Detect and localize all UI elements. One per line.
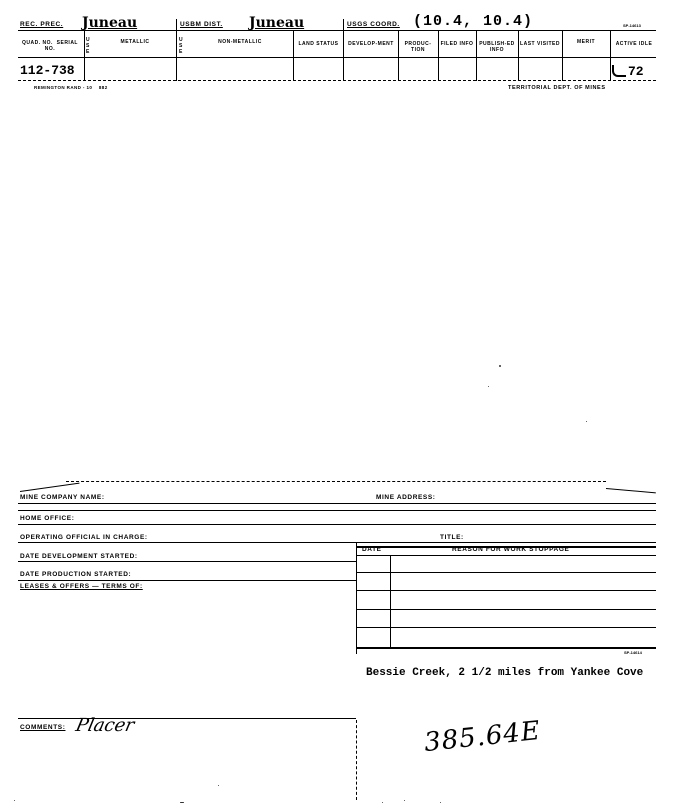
col-divider — [562, 30, 563, 81]
leases-label: LEASES & OFFERS — TERMS OF: — [20, 583, 143, 590]
card-code: 882 — [98, 85, 108, 90]
col-merit: MERIT — [576, 39, 596, 45]
serial-value: 112-738 — [20, 63, 75, 78]
card-id-text: REMINGTON RAND - 10 — [34, 85, 93, 90]
col-active-idle: ACTIVE IDLE — [615, 41, 653, 47]
scan-speck — [382, 802, 383, 803]
col-quad: QUAD. NO. — [21, 40, 53, 46]
col-divider — [84, 30, 85, 81]
card-id — [34, 85, 108, 90]
table-row-rule — [356, 590, 656, 591]
table-edge — [356, 542, 357, 654]
col-divider — [518, 30, 519, 81]
form-number-top: SP-14613 — [623, 23, 641, 28]
home-office-label: HOME OFFICE: — [20, 515, 75, 522]
agency-name: TERRITORIAL DEPT. OF MINES — [508, 85, 606, 91]
handwritten-number: 385.64E — [422, 715, 543, 759]
usgs-coord-value: (10.4, 10.4) — [413, 13, 534, 30]
scan-speck — [440, 802, 441, 803]
header-rule — [18, 30, 656, 31]
col-divider — [293, 30, 294, 81]
col-divider — [476, 30, 477, 81]
col-quad-serial — [20, 40, 80, 52]
usbm-dist-value: Juneau — [249, 15, 305, 31]
col-divider — [176, 19, 177, 81]
col-filed-info: FILED INFO — [440, 41, 474, 47]
mine-address-label: MINE ADDRESS: — [376, 494, 436, 501]
table-row-rule — [356, 627, 656, 628]
col-published-info: PUBLISH-ED INFO — [479, 41, 515, 53]
col-land-status: LAND STATUS — [298, 41, 339, 47]
scan-speck — [218, 785, 219, 786]
rec-prec-label: REC. PREC. — [20, 21, 64, 28]
table-row-rule — [356, 572, 656, 573]
col-development: DEVELOP-MENT — [348, 41, 394, 47]
col-serial: SERIAL NO. — [44, 40, 78, 52]
scan-speck — [499, 365, 501, 367]
card-edge — [606, 488, 656, 493]
rule — [18, 542, 656, 543]
card-edge — [20, 483, 80, 492]
bottom-divider — [356, 720, 357, 800]
stoppage-reason-label: REASON FOR WORK STOPPAGE — [452, 546, 570, 553]
row-rule — [18, 80, 656, 81]
rule — [18, 524, 656, 525]
col-use-right: U S E — [179, 37, 184, 55]
table-row-rule — [356, 609, 656, 610]
usbm-dist-label: USBM DIST. — [180, 21, 223, 28]
col-non-metallic: NON-METALLIC — [218, 39, 262, 45]
date-development-label: DATE DEVELOPMENT STARTED: — [20, 553, 138, 560]
rule — [18, 503, 656, 504]
date-production-label: DATE PRODUCTION STARTED: — [20, 571, 132, 578]
form-number-bottom: SP-14614 — [624, 650, 642, 655]
card-cut-line — [66, 481, 606, 482]
rule — [18, 580, 356, 581]
col-metallic: METALLIC — [120, 39, 150, 45]
mine-company-label: MINE COMPANY NAME: — [20, 494, 105, 501]
col-use-left: U S E — [86, 37, 91, 55]
stoppage-date-label: DATE — [362, 546, 382, 553]
comments-value: Placer — [73, 715, 137, 736]
scan-speck — [404, 800, 405, 801]
column-header-rule — [18, 57, 656, 58]
operating-official-label: OPERATING OFFICIAL IN CHARGE: — [20, 534, 148, 541]
col-divider — [343, 19, 344, 81]
rule — [18, 718, 356, 719]
scan-speck — [488, 386, 489, 387]
col-last-visited: LAST VISITED — [520, 41, 560, 47]
location-note: Bessie Creek, 2 1/2 miles from Yankee Cove — [366, 667, 644, 679]
active-idle-value: 72 — [628, 64, 644, 79]
rule — [18, 561, 356, 562]
scan-speck — [14, 800, 15, 801]
col-divider — [398, 30, 399, 81]
rule — [18, 510, 656, 511]
rec-prec-value: Juneau — [82, 15, 138, 31]
table-bottom-rule — [356, 647, 656, 649]
col-production: PRODUC-TION — [404, 41, 432, 53]
scan-speck — [180, 802, 184, 803]
usgs-coord-label: USGS COORD. — [347, 21, 400, 28]
scan-speck — [586, 421, 587, 422]
idle-mark-icon — [612, 65, 626, 77]
table-divider — [390, 555, 391, 648]
rule — [356, 555, 656, 556]
col-divider — [610, 30, 611, 81]
col-divider — [438, 30, 439, 81]
comments-label: COMMENTS: — [20, 724, 66, 731]
title-label: TITLE: — [440, 534, 464, 541]
